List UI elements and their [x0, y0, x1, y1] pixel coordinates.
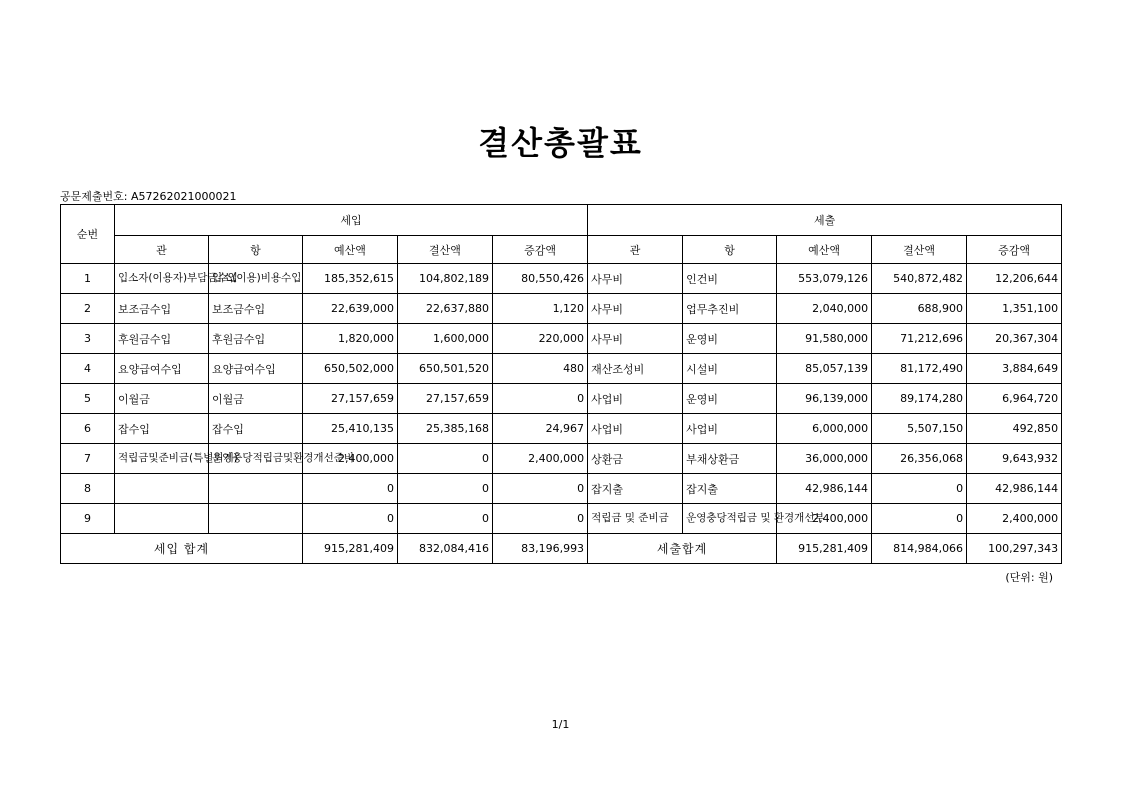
cell-expense-settlement: 81,172,490: [872, 354, 967, 384]
table-row: [61, 324, 1062, 354]
cell-expense-hang: 운영비: [683, 384, 777, 414]
cell-expense-diff: 3,884,649: [967, 354, 1062, 384]
cell-income-settlement: 104,802,189: [398, 264, 493, 294]
cell-income-budget: 650,502,000: [303, 354, 398, 384]
cell-expense-hang: 업무추진비: [683, 294, 777, 324]
cell-expense-settlement: 688,900: [872, 294, 967, 324]
cell-expense-hang: 잡지출: [683, 474, 777, 504]
cell-expense-budget: 42,986,144: [777, 474, 872, 504]
cell-expense-hang: 시설비: [683, 354, 777, 384]
cell-income-gwan: [115, 474, 209, 504]
cell-income-gwan: [115, 504, 209, 534]
cell-income-diff: 0: [493, 474, 588, 504]
cell-income-diff: 80,550,426: [493, 264, 588, 294]
cell-income-settlement: 0: [398, 504, 493, 534]
cell-expense-budget: 85,057,139: [777, 354, 872, 384]
cell-income-budget: 1,820,000: [303, 324, 398, 354]
cell-expense-hang: 운영비: [683, 324, 777, 354]
header-income-budget: 예산액: [303, 236, 398, 264]
cell-expense-settlement: 26,356,068: [872, 444, 967, 474]
cell-income-budget: 25,410,135: [303, 414, 398, 444]
cell-expense-settlement: 540,872,482: [872, 264, 967, 294]
header-expense-hang: 항: [683, 236, 777, 264]
cell-expense-gwan: 사무비: [588, 324, 683, 354]
cell-income-diff: 220,000: [493, 324, 588, 354]
doc-number: 공문제출번호: A57262021000021: [60, 190, 237, 203]
cell-income-diff: 2,400,000: [493, 444, 588, 474]
cell-income-diff: 480: [493, 354, 588, 384]
cell-expense-budget: 96,139,000: [777, 384, 872, 414]
income-total-diff: 83,196,993: [493, 534, 588, 564]
table-row: [61, 504, 1062, 534]
document-title: 결산총괄표: [478, 124, 643, 162]
cell-expense-gwan: 사업비: [588, 384, 683, 414]
cell-income-diff: 0: [493, 384, 588, 414]
cell-expense-hang: 운영충당적립금 및 환경개선부: [683, 504, 777, 534]
table-row: [61, 414, 1062, 444]
cell-seq: 5: [61, 384, 115, 414]
cell-expense-diff: 20,367,304: [967, 324, 1062, 354]
page-number: 1/1: [551, 718, 570, 731]
cell-expense-hang: 사업비: [683, 414, 777, 444]
cell-income-gwan: 잡수입: [115, 414, 209, 444]
expense-total-budget: 915,281,409: [777, 534, 872, 564]
cell-income-settlement: 650,501,520: [398, 354, 493, 384]
cell-income-hang: 후원금수입: [209, 324, 303, 354]
header-income-settlement: 결산액: [398, 236, 493, 264]
cell-income-hang: 운영충당적립금및환경개선준비: [209, 444, 303, 474]
cell-income-hang: 이월금: [209, 384, 303, 414]
cell-expense-budget: 553,079,126: [777, 264, 872, 294]
cell-seq: 6: [61, 414, 115, 444]
cell-expense-hang: 인건비: [683, 264, 777, 294]
expense-total-label: 세출합계: [588, 534, 777, 564]
cell-seq: 1: [61, 264, 115, 294]
cell-expense-diff: 9,643,932: [967, 444, 1062, 474]
table-row: [61, 444, 1062, 474]
income-total-budget: 915,281,409: [303, 534, 398, 564]
cell-expense-budget: 6,000,000: [777, 414, 872, 444]
cell-expense-diff: 12,206,644: [967, 264, 1062, 294]
cell-expense-gwan: 적립금 및 준비금: [588, 504, 683, 534]
cell-income-settlement: 27,157,659: [398, 384, 493, 414]
cell-seq: 2: [61, 294, 115, 324]
cell-income-hang: 보조금수입: [209, 294, 303, 324]
header-expense-diff: 증감액: [967, 236, 1062, 264]
cell-income-diff: 1,120: [493, 294, 588, 324]
cell-expense-settlement: 0: [872, 504, 967, 534]
header-expense: 세출: [588, 205, 1062, 236]
cell-income-gwan: 후원금수입: [115, 324, 209, 354]
header-income: 세입: [115, 205, 588, 236]
cell-income-settlement: 22,637,880: [398, 294, 493, 324]
header-expense-gwan: 관: [588, 236, 683, 264]
cell-income-diff: 24,967: [493, 414, 588, 444]
cell-expense-settlement: 0: [872, 474, 967, 504]
cell-expense-diff: 1,351,100: [967, 294, 1062, 324]
table-row: [61, 474, 1062, 504]
cell-income-gwan: 적립금및준비금(특별회계): [115, 444, 209, 474]
header-expense-budget: 예산액: [777, 236, 872, 264]
cell-income-hang: [209, 504, 303, 534]
expense-total-diff: 100,297,343: [967, 534, 1062, 564]
cell-seq: 9: [61, 504, 115, 534]
cell-seq: 7: [61, 444, 115, 474]
cell-income-gwan: 입소자(이용자)부담금수입: [115, 264, 209, 294]
cell-expense-gwan: 사무비: [588, 264, 683, 294]
cell-income-budget: 27,157,659: [303, 384, 398, 414]
income-total-label: 세입 합계: [61, 534, 303, 564]
cell-income-settlement: 0: [398, 474, 493, 504]
cell-income-settlement: 1,600,000: [398, 324, 493, 354]
cell-expense-gwan: 잡지출: [588, 474, 683, 504]
cell-expense-diff: 6,964,720: [967, 384, 1062, 414]
cell-expense-settlement: 89,174,280: [872, 384, 967, 414]
cell-expense-diff: 42,986,144: [967, 474, 1062, 504]
header-expense-settlement: 결산액: [872, 236, 967, 264]
cell-income-hang: 잡수입: [209, 414, 303, 444]
cell-expense-diff: 2,400,000: [967, 504, 1062, 534]
cell-income-diff: 0: [493, 504, 588, 534]
cell-income-settlement: 25,385,168: [398, 414, 493, 444]
cell-income-budget: 0: [303, 474, 398, 504]
income-total-settlement: 832,084,416: [398, 534, 493, 564]
table-row: [61, 384, 1062, 414]
cell-income-hang: [209, 474, 303, 504]
unit-note: (단위: 원): [1005, 571, 1053, 584]
cell-seq: 4: [61, 354, 115, 384]
cell-income-budget: 185,352,615: [303, 264, 398, 294]
settlement-summary-table: [60, 204, 1062, 564]
cell-income-gwan: 요양급여수입: [115, 354, 209, 384]
cell-seq: 8: [61, 474, 115, 504]
cell-expense-gwan: 사업비: [588, 414, 683, 444]
totals-row: [61, 534, 1062, 564]
cell-expense-gwan: 사무비: [588, 294, 683, 324]
header-seq: 순번: [61, 205, 115, 264]
cell-expense-gwan: 상환금: [588, 444, 683, 474]
header-income-hang: 항: [209, 236, 303, 264]
cell-expense-hang: 부채상환금: [683, 444, 777, 474]
header-income-gwan: 관: [115, 236, 209, 264]
cell-expense-settlement: 5,507,150: [872, 414, 967, 444]
cell-income-gwan: 보조금수입: [115, 294, 209, 324]
cell-expense-budget: 2,040,000: [777, 294, 872, 324]
table-row: [61, 264, 1062, 294]
cell-expense-gwan: 재산조성비: [588, 354, 683, 384]
cell-income-hang: 입소(이용)비용수입: [209, 264, 303, 294]
cell-expense-diff: 492,850: [967, 414, 1062, 444]
cell-income-hang: 요양급여수입: [209, 354, 303, 384]
cell-expense-settlement: 71,212,696: [872, 324, 967, 354]
cell-income-gwan: 이월금: [115, 384, 209, 414]
cell-income-budget: 0: [303, 504, 398, 534]
table-row: [61, 294, 1062, 324]
cell-income-settlement: 0: [398, 444, 493, 474]
expense-total-settlement: 814,984,066: [872, 534, 967, 564]
cell-income-budget: 22,639,000: [303, 294, 398, 324]
cell-seq: 3: [61, 324, 115, 354]
cell-expense-budget: 91,580,000: [777, 324, 872, 354]
table-row: [61, 354, 1062, 384]
cell-income-budget: 2,400,000: [303, 444, 398, 474]
cell-expense-budget: 2,400,000: [777, 504, 872, 534]
cell-expense-budget: 36,000,000: [777, 444, 872, 474]
header-income-diff: 증감액: [493, 236, 588, 264]
